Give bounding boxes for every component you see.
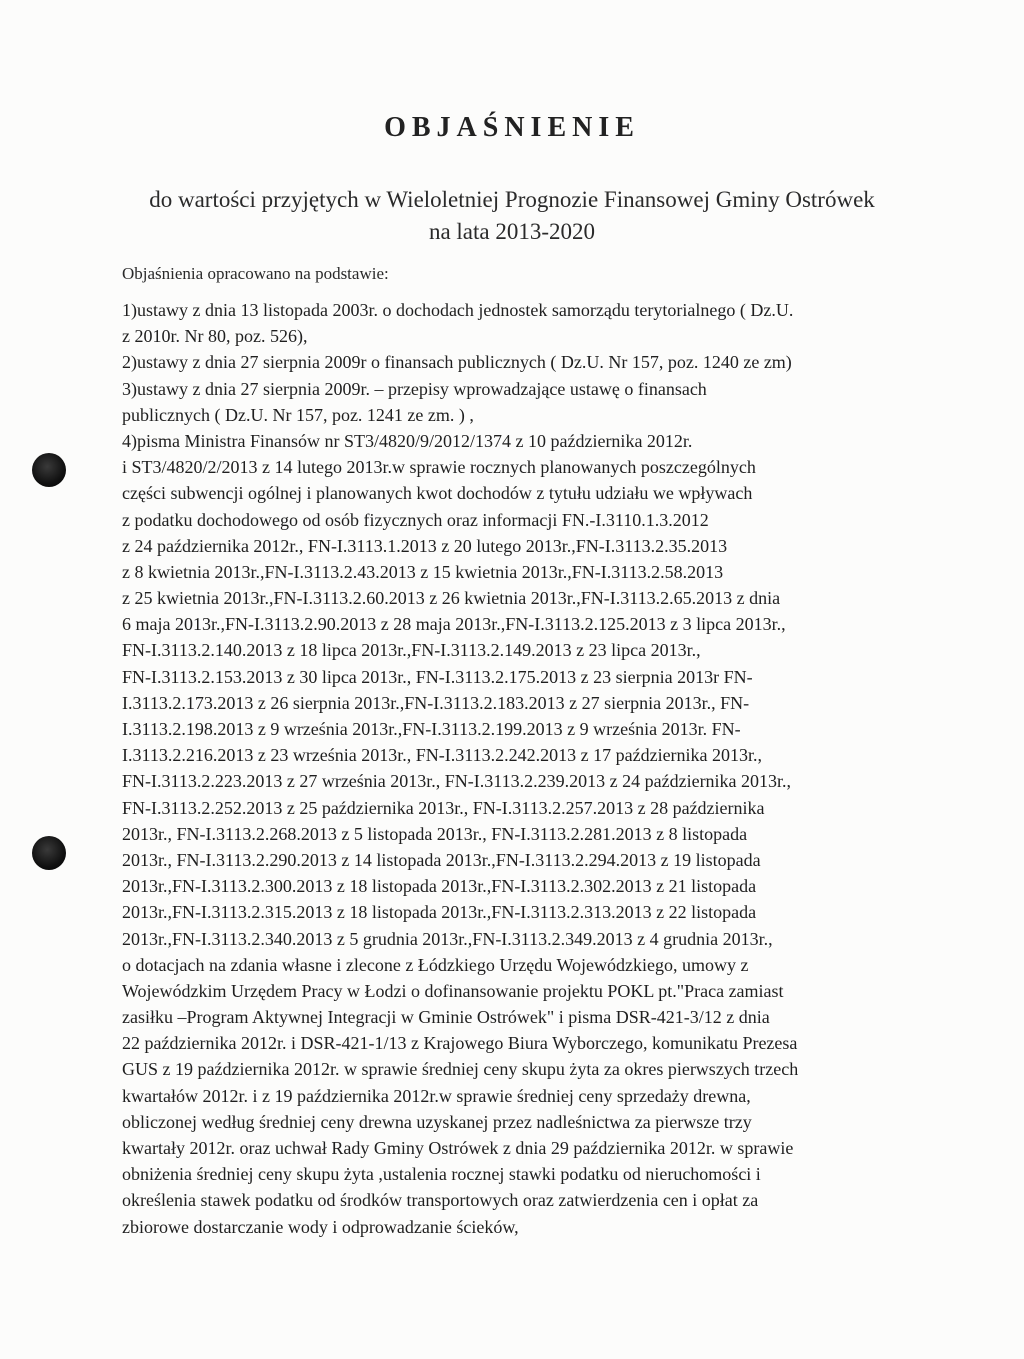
text-line: obliczonej według średniej ceny drewna uzyskanej przez nadleśnictwa za pierwsze trzy <box>122 1111 752 1132</box>
punch-hole-bottom <box>32 836 66 870</box>
subtitle-line: na lata 2013-2020 <box>428 219 596 244</box>
text-line: I.3113.2.173.2013 z 26 sierpnia 2013r.,FN-I.3113.2.183.2013 z 27 sierpnia 2013r., FN- <box>122 692 750 713</box>
text-line: kwartały 2012r. oraz uchwał Rady Gminy Ostrówek z dnia 29 października 2012r. w sprawie <box>122 1138 794 1158</box>
text-line: 3)ustawy z dnia 27 sierpnia 2009r. – przepisy wprowadzające ustawę o finansach <box>122 378 707 399</box>
text-line: z 25 kwietnia 2013r.,FN-I.3113.2.60.2013 z 26 kwietnia 2013r.,FN-I.3113.2.65.2013 z dnia <box>122 588 781 609</box>
subtitle-line: do wartości przyjętych w Wieloletniej Prognozie Finansowej Gminy Ostrówek <box>149 187 875 212</box>
text-line: 2013r.,FN-I.3113.2.315.2013 z 18 listopada 2013r.,FN-I.3113.2.313.2013 z 22 listopada <box>122 902 757 923</box>
text-line: z 24 października 2012r., FN-I.3113.1.2013 z 20 lutego 2013r.,FN-I.3113.2.35.2013 <box>122 535 728 556</box>
text-line: o dotacjach na zdania własne i zlecone z Łódzkiego Urzędu Wojewódzkiego, umowy z <box>122 954 749 975</box>
text-line: 1)ustawy z dnia 13 listopada 2003r. o dochodach jednostek samorządu terytorialnego ( Dz.U. <box>122 300 794 320</box>
document-title: OBJAŚNIENIE <box>384 112 640 143</box>
text-line: i ST3/4820/2/2013 z 14 lutego 2013r.w sprawie rocznych planowanych poszczególnych <box>122 457 756 478</box>
text-line: I.3113.2.198.2013 z 9 września 2013r.,FN-I.3113.2.199.2013 z 9 września 2013r. FN- <box>122 719 741 739</box>
text-line: FN-I.3113.2.252.2013 z 25 października 2013r., FN-I.3113.2.257.2013 z 28 października <box>122 797 765 818</box>
text-line: 6 maja 2013r.,FN-I.3113.2.90.2013 z 28 maja 2013r.,FN-I.3113.2.125.2013 z 3 lipca 2013r., <box>122 614 786 635</box>
text-line: 2013r.,FN-I.3113.2.300.2013 z 18 listopada 2013r.,FN-I.3113.2.302.2013 z 21 listopada <box>122 876 757 897</box>
text-line: zbiorowe dostarczanie wody i odprowadzanie ścieków, <box>122 1216 519 1237</box>
text-line: 2)ustawy z dnia 27 sierpnia 2009r o finansach publicznych ( Dz.U. Nr 157, poz. 1240 ze zm) <box>122 352 792 373</box>
text-line: zasiłku –Program Aktywnej Integracji w Gminie Ostrówek" i pisma DSR-421-3/12 z dnia <box>122 1007 770 1028</box>
body-text <box>122 297 922 1240</box>
intro-text: Objaśnienia opracowano na podstawie: <box>122 264 389 283</box>
text-line: publicznych ( Dz.U. Nr 157, poz. 1241 ze zm. ) , <box>122 404 474 425</box>
text-line: 2013r.,FN-I.3113.2.340.2013 z 5 grudnia 2013r.,FN-I.3113.2.349.2013 z 4 grudnia 2013r., <box>122 928 773 949</box>
punch-hole-top <box>32 453 66 487</box>
text-line: części subwencji ogólnej i planowanych kwot dochodów z tytułu udziału we wpływach <box>122 483 753 504</box>
text-line: FN-I.3113.2.140.2013 z 18 lipca 2013r.,FN-I.3113.2.149.2013 z 23 lipca 2013r., <box>122 640 701 661</box>
text-line: z 8 kwietnia 2013r.,FN-I.3113.2.43.2013 z 15 kwietnia 2013r.,FN-I.3113.2.58.2013 <box>122 561 724 582</box>
text-line: kwartałów 2012r. i z 19 października 2012r.w sprawie średniej ceny sprzedaży drewna, <box>122 1085 751 1106</box>
text-line: I.3113.2.216.2013 z 23 września 2013r., FN-I.3113.2.242.2013 z 17 października 2013r., <box>122 745 763 766</box>
text-line: 2013r., FN-I.3113.2.268.2013 z 5 listopada 2013r., FN-I.3113.2.281.2013 z 8 listopada <box>122 823 748 844</box>
text-line: FN-I.3113.2.153.2013 z 30 lipca 2013r., FN-I.3113.2.175.2013 z 23 sierpnia 2013r FN- <box>122 666 753 687</box>
document-subtitle <box>60 184 964 248</box>
text-line: GUS z 19 października 2012r. w sprawie średniej ceny skupu żyta za okres pierwszych trzech <box>122 1059 799 1080</box>
text-line: określenia stawek podatku od środków transportowych oraz zatwierdzenia cen i opłat za <box>122 1190 759 1211</box>
text-line: Wojewódzkim Urzędem Pracy w Łodzi o dofinansowanie projektu POKL pt."Praca zamiast <box>122 980 784 1001</box>
text-line: FN-I.3113.2.223.2013 z 27 września 2013r., FN-I.3113.2.239.2013 z 24 października 2013r., <box>122 771 792 792</box>
text-line: 2013r., FN-I.3113.2.290.2013 z 14 listopada 2013r.,FN-I.3113.2.294.2013 z 19 listopada <box>122 849 761 870</box>
text-line: 4)pisma Ministra Finansów nr ST3/4820/9/2012/1374 z 10 października 2012r. <box>122 430 693 451</box>
text-line: 22 października 2012r. i DSR-421-1/13 z Krajowego Biura Wyborczego, komunikatu Prezesa <box>122 1033 798 1054</box>
text-line: z podatku dochodowego od osób fizycznych oraz informacji FN.-I.3110.1.3.2012 <box>122 509 709 530</box>
text-line: z 2010r. Nr 80, poz. 526), <box>122 326 308 347</box>
text-line: obniżenia średniej ceny skupu żyta ,ustalenia rocznej stawki podatku od nieruchomości i <box>122 1164 761 1185</box>
